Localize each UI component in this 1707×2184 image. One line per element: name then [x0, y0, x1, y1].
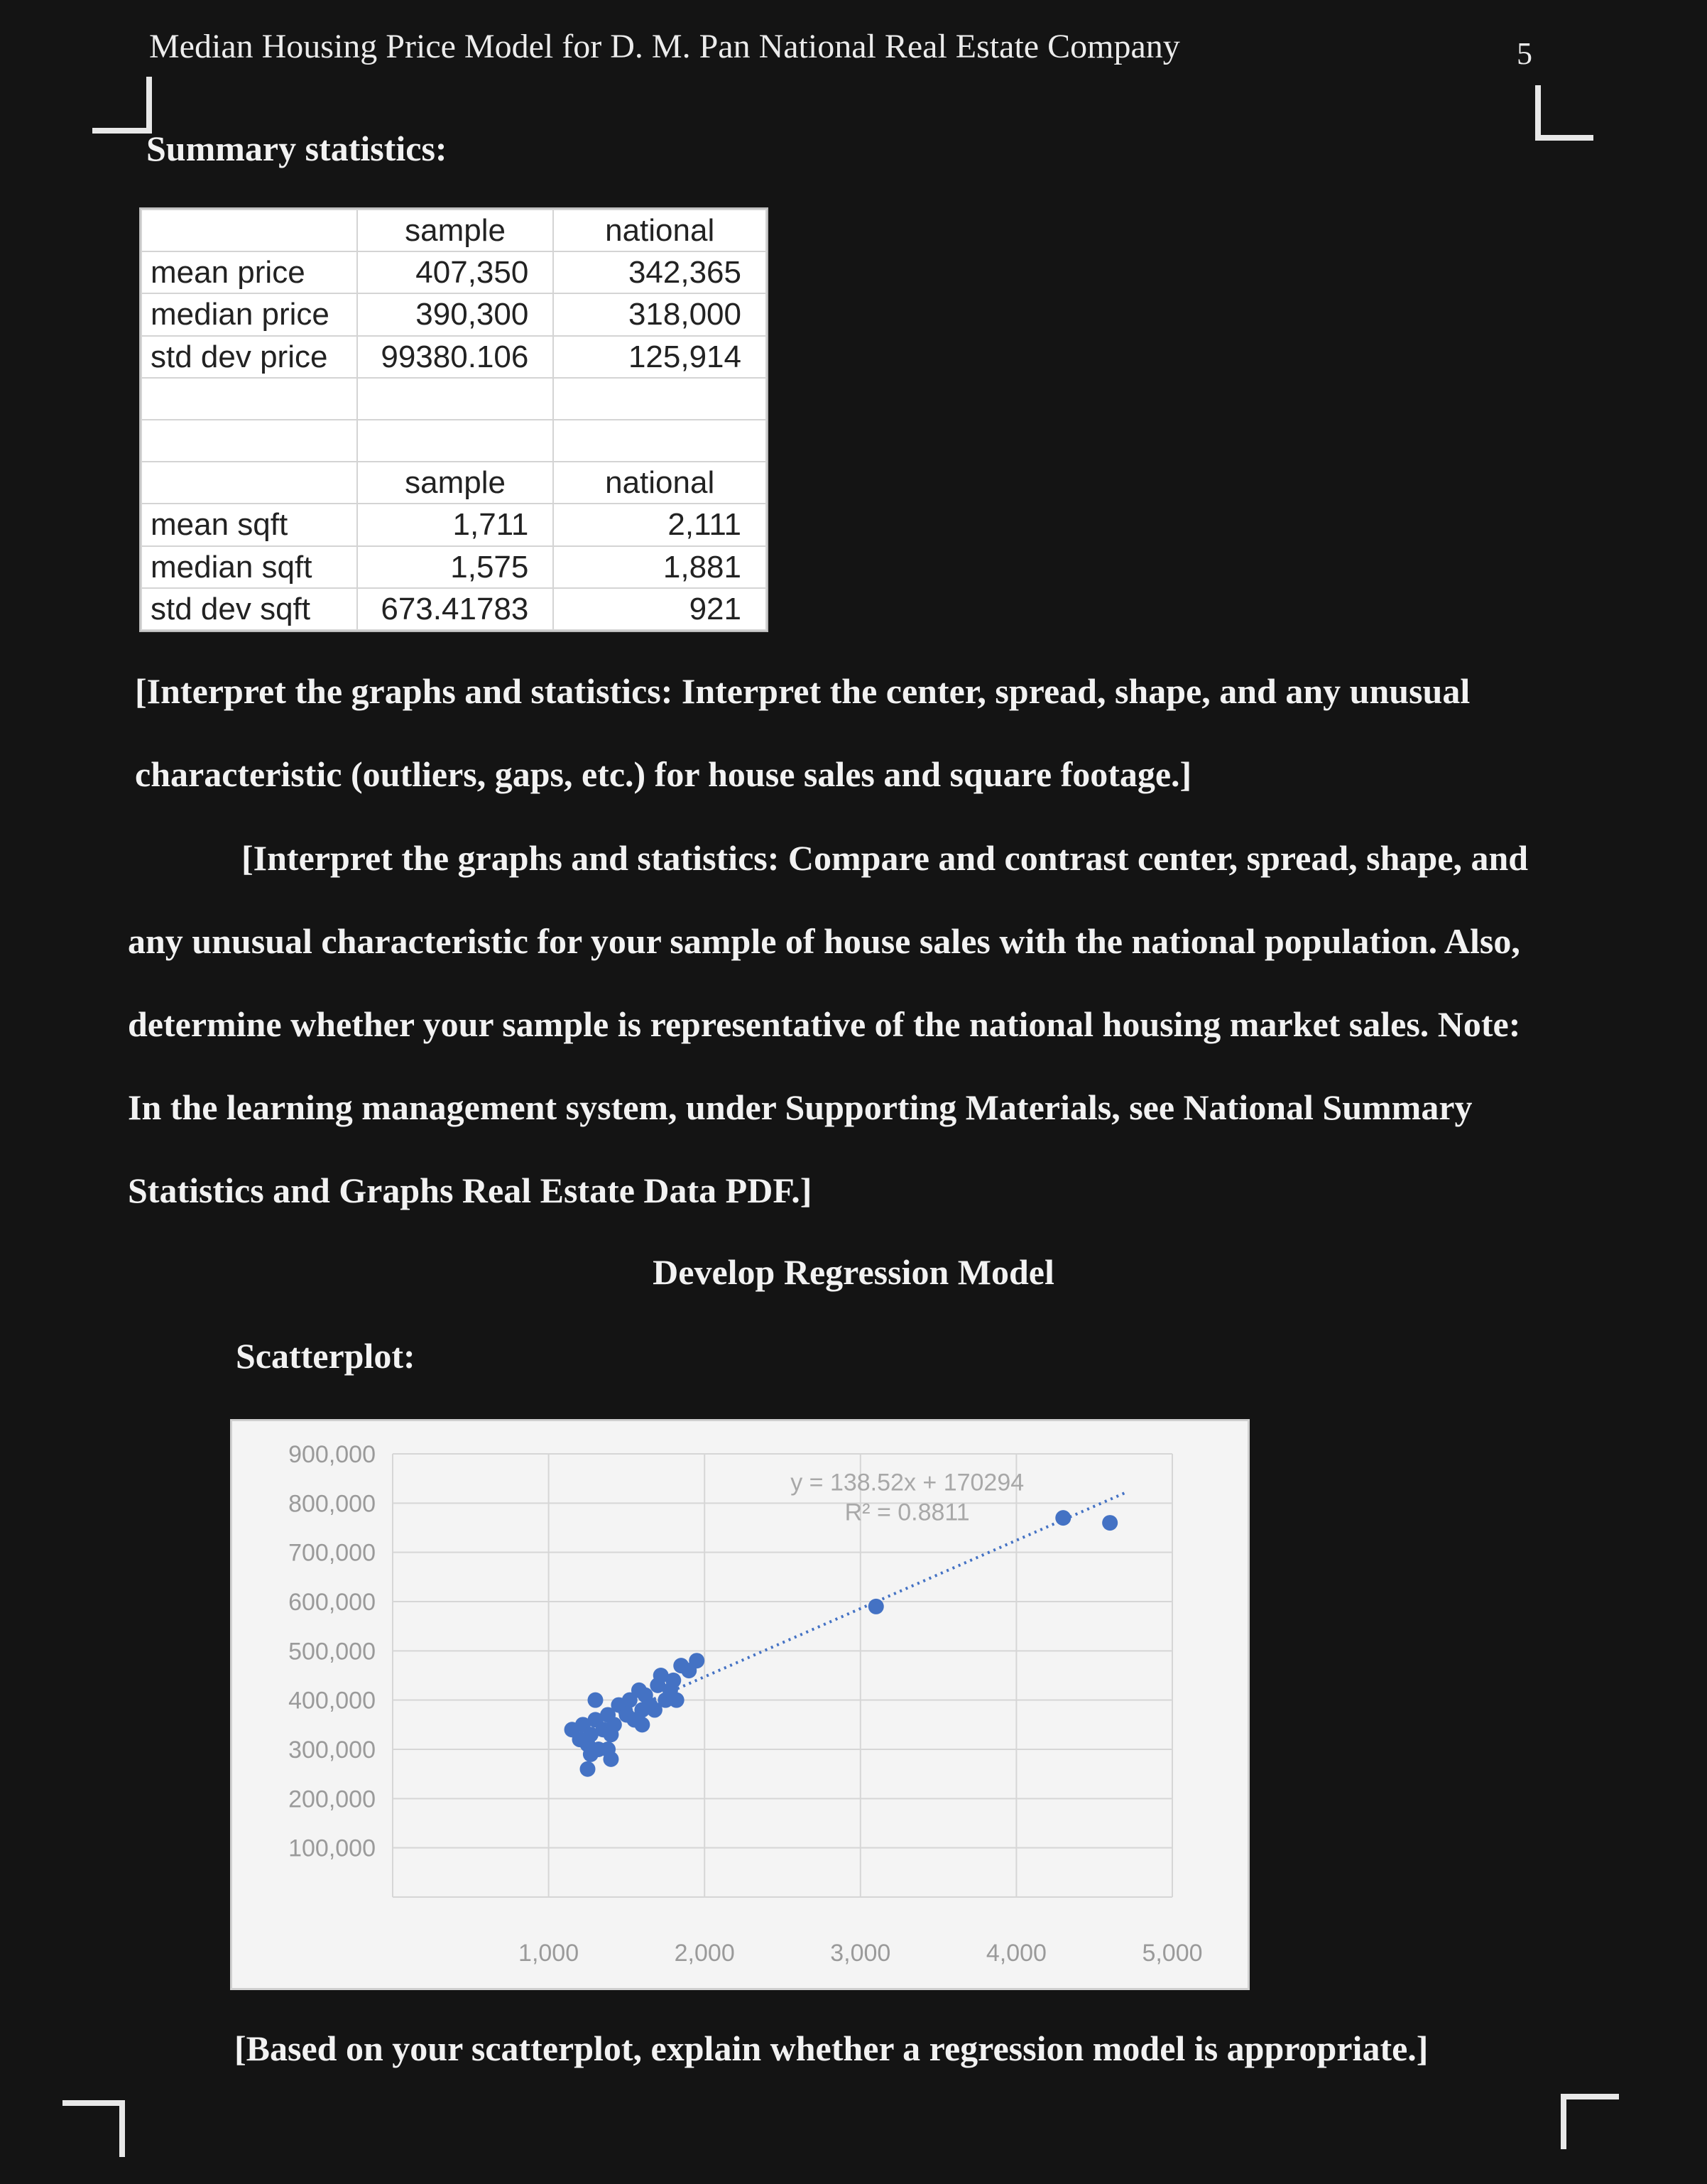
x-axis-tick-label: 2,000	[674, 1940, 735, 1967]
x-axis-tick-label: 1,000	[518, 1940, 579, 1967]
table-cell: 673.41783	[357, 588, 554, 630]
scatterplot-heading: Scatterplot:	[236, 1336, 415, 1376]
regression-heading: Develop Regression Model	[653, 1252, 1054, 1292]
table-cell: 125,914	[553, 336, 766, 378]
table-cell: 1,711	[357, 504, 554, 545]
data-point	[868, 1599, 884, 1614]
crop-mark-bottom-right	[1561, 2094, 1619, 2149]
data-point	[606, 1717, 622, 1732]
table-row	[141, 336, 766, 378]
scatterplot-svg	[232, 1421, 1248, 1988]
table-blank-row	[141, 420, 766, 462]
y-axis-tick-label: 600,000	[288, 1589, 376, 1616]
table-header-row	[141, 462, 766, 504]
table-cell	[141, 462, 357, 504]
document-header-title: Median Housing Price Model for D. M. Pan National Real Estate Company	[149, 28, 1180, 65]
data-point	[634, 1717, 650, 1732]
table-cell: 99380.106	[357, 336, 554, 378]
page-number: 5	[1517, 36, 1532, 71]
table-cell: sample	[357, 462, 554, 504]
table-cell: median price	[141, 293, 357, 335]
table-row	[141, 293, 766, 335]
table-cell: 1,881	[553, 546, 766, 588]
table-cell: 407,350	[357, 251, 554, 293]
table-row	[141, 546, 766, 588]
table-cell	[357, 378, 554, 420]
data-point	[1055, 1510, 1071, 1526]
table-cell	[553, 378, 766, 420]
table-cell: mean sqft	[141, 504, 357, 545]
data-point	[689, 1653, 704, 1668]
table-header-row	[141, 210, 766, 251]
y-axis-tick-label: 900,000	[288, 1441, 376, 1468]
data-point	[647, 1702, 662, 1718]
y-axis-tick-label: 400,000	[288, 1687, 376, 1715]
interpret-paragraph-2: [Interpret the graphs and statistics: Compare and contrast center, spread, shape, and any unusual characteristic for your sample of house sales with the national population. Also, determine whether your sample is representative of the national housing market sales. Note: In the learning management system, under Supporting Materials, see National Summary Statistics and Graphs Real Estate Data PDF.]	[128, 838, 1529, 1210]
table-cell: mean price	[141, 251, 357, 293]
table-blank-row	[141, 378, 766, 420]
data-point	[587, 1693, 603, 1708]
y-axis-tick-label: 200,000	[288, 1786, 376, 1813]
table-cell: national	[553, 210, 766, 251]
trendline-equation-label: y = 138.52x + 170294	[790, 1469, 1025, 1496]
data-point	[665, 1673, 681, 1688]
x-axis-tick-label: 5,000	[1142, 1940, 1203, 1967]
table-row	[141, 504, 766, 545]
table-cell: national	[553, 462, 766, 504]
crop-mark-top-right	[1535, 85, 1593, 141]
table-cell: 2,111	[553, 504, 766, 545]
table-cell: std dev sqft	[141, 588, 357, 630]
crop-mark-top-left	[92, 77, 152, 134]
table-row	[141, 588, 766, 630]
table-cell	[141, 378, 357, 420]
table-cell	[553, 420, 766, 462]
x-axis-tick-label: 3,000	[830, 1940, 891, 1967]
table-cell	[141, 210, 357, 251]
table-cell: 1,575	[357, 546, 554, 588]
summary-statistics-table	[139, 207, 768, 632]
x-axis-tick-label: 4,000	[986, 1940, 1047, 1967]
data-point	[580, 1761, 596, 1777]
table-cell	[141, 420, 357, 462]
data-point	[669, 1693, 685, 1708]
y-axis-tick-label: 100,000	[288, 1835, 376, 1862]
data-point	[603, 1751, 618, 1767]
table-cell: median sqft	[141, 546, 357, 588]
table-cell: 921	[553, 588, 766, 630]
y-axis-tick-label: 500,000	[288, 1638, 376, 1666]
y-axis-tick-label: 300,000	[288, 1737, 376, 1764]
summary-statistics-heading: Summary statistics:	[146, 129, 447, 168]
table-cell: 318,000	[553, 293, 766, 335]
trendline-r-squared-label: R² = 0.8811	[844, 1499, 970, 1526]
data-point	[583, 1746, 599, 1762]
data-point	[1102, 1515, 1118, 1531]
table-cell: 390,300	[357, 293, 554, 335]
table-cell: 342,365	[553, 251, 766, 293]
table-cell	[357, 420, 554, 462]
closing-instruction: [Based on your scatterplot, explain whether a regression model is appropriate.]	[234, 2028, 1429, 2068]
table-row	[141, 251, 766, 293]
interpret-paragraph-1: [Interpret the graphs and statistics: Interpret the center, spread, shape, and any unusual characteristic (outliers, gaps, etc.) for house sales and square footage.]	[135, 671, 1471, 794]
table-cell: sample	[357, 210, 554, 251]
y-axis-tick-label: 800,000	[288, 1490, 376, 1518]
y-axis-tick-label: 700,000	[288, 1539, 376, 1567]
table-cell: std dev price	[141, 336, 357, 378]
scatterplot-chart	[230, 1419, 1250, 1990]
crop-mark-bottom-left	[62, 2100, 125, 2157]
